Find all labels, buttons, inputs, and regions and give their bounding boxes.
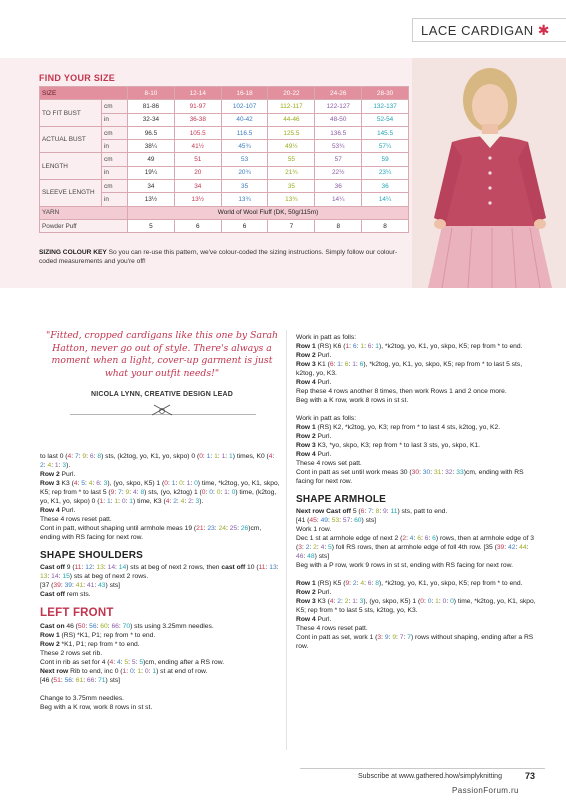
table-cell: 35 [268, 180, 315, 193]
row-text: These 4 rows reset patt. [296, 625, 368, 632]
table-cell: 49½ [268, 140, 315, 153]
table-cell: 145.5 [362, 126, 409, 139]
table-cell: 81-86 [128, 100, 175, 113]
row-label: Next row [40, 668, 69, 675]
table-cell: 23¼ [362, 166, 409, 179]
row-text: (RS) K2, *k2tog, yo, K3; rep from * to last 4 sts, k2tog, yo, K2. [315, 424, 501, 431]
watermark: PassionForum.ru [452, 786, 519, 795]
table-cell: 36 [315, 180, 362, 193]
bold-label: cast off [221, 564, 246, 571]
row-text: rem sts. [64, 591, 91, 598]
sizing-colour-key [39, 249, 409, 266]
row-text: These 4 rows reset patt. [40, 516, 112, 523]
row-text: Rep these 4 rows another 8 times, then work Rows 1 and 2 once more. [296, 388, 507, 395]
bold-label: Cast off [40, 591, 65, 598]
row-text: *K1, P1; rep from * to end. [59, 641, 140, 648]
row-text: Change to 3.75mm needles. [40, 695, 125, 702]
row-label: TO FIT BUST [40, 100, 102, 127]
table-cell: 57 [315, 153, 362, 166]
table-cell: 38¼ [128, 140, 175, 153]
row-label: Row 1 [296, 580, 316, 587]
unit-label: in [102, 166, 128, 179]
table-cell: 7 [268, 219, 315, 232]
row-label: Row 4 [296, 616, 316, 623]
table-row [40, 100, 409, 113]
size-col: 20-22 [268, 87, 315, 100]
table-cell: 8 [315, 219, 362, 232]
footer-rule [300, 768, 545, 769]
unit-label: cm [102, 100, 128, 113]
table-cell: 20 [174, 166, 221, 179]
left-column [40, 452, 280, 721]
find-your-size-heading: FIND YOUR SIZE [39, 73, 116, 83]
paragraph: Work in patt as folls: Row 1 (RS) K6 (1: 6: 1: 6: 1), *k2tog, yo, K1, yo, skpo, K5; rep from * to end. Row 2 Purl. Row 3 K1 (6: 1: 6: 1: 6), *k2tog, yo, K1, yo, skpo, K5; rep from * to last 5 sts, k2tog, yo, K3. Row 4 Purl. Rep these 4 rows another 8 times, then work Rows 1 and 2 once more. Beg with a K row, work 8 rows in st st. [296, 334, 523, 404]
row-label: Row 1 [296, 343, 316, 350]
page-number: 73 [525, 771, 536, 781]
table-cell: 53 [221, 153, 268, 166]
table-cell: 116.5 [221, 126, 268, 139]
row-text: Beg with a P row, work 9 rows in st st, ending with RS facing for next row. [296, 562, 513, 569]
table-cell: 8 [362, 219, 409, 232]
table-cell: 59 [362, 153, 409, 166]
table-cell: 136.5 [315, 126, 362, 139]
table-row [40, 206, 409, 219]
pull-quote: "Fitted, cropped cardigans like this one by Sarah Hatton, never go out of style. There's always a moment when a light, cover-up garment is just what your outfit needs!" [46, 330, 278, 379]
row-text: K3, *yo, skpo, K3; rep from * to last 3 sts, yo, skpo, K1. [315, 442, 480, 449]
row-label: SLEEVE LENGTH [40, 180, 102, 207]
table-cell: 49 [128, 153, 175, 166]
section-title: LACE CARDIGAN [421, 22, 534, 38]
section-heading: SHAPE SHOULDERS [40, 550, 144, 561]
row-label: Row 2 [40, 641, 60, 648]
table-cell: 96.5 [128, 126, 175, 139]
table-row [40, 126, 409, 139]
row-label: Row 4 [296, 451, 316, 458]
table-cell: 51 [174, 153, 221, 166]
table-cell: 132-137 [362, 100, 409, 113]
table-cell: 112-117 [268, 100, 315, 113]
row-text: Work 1 row. [296, 526, 332, 533]
unit-label: in [102, 193, 128, 206]
row-label: Row 4 [296, 379, 316, 386]
table-cell: 5 [128, 219, 175, 232]
table-cell: 55 [268, 153, 315, 166]
row-label: Row 3 [296, 361, 316, 368]
row-text: Work in patt as folls: [296, 334, 357, 341]
row-label: Row 2 [296, 433, 316, 440]
header-tab [412, 18, 566, 42]
key-body: So you can re-use this pattern, we've colour-coded the sizing instructions. Simply follow our colour-coded measurements and you're off! [39, 249, 398, 265]
knitting-needles-icon [150, 403, 174, 417]
size-col: 12-14 [174, 87, 221, 100]
paragraph: Next row Cast off 5 (6: 7: 8: 9: 11) sts, patt to end. [41 (45: 49: 53: 57: 60) sts] Work 1 row. Dec 1 st at armhole edge of next 2 (2: 4: 6: 6: 6) rows, then at armhole edge of 3 (3: 2: 2: 4: 5) foll RS rows, then at armhole edge of foll 4th row. [35 (39: 42: 44: 46: 48) sts] Beg with a P row, work 9 rows in st st, ending with RS facing for next row. [296, 508, 535, 569]
model-illustration [412, 58, 566, 288]
table-cell: 34 [128, 180, 175, 193]
table-cell: 52-54 [362, 113, 409, 126]
key-heading: SIZING COLOUR KEY [39, 249, 107, 256]
row-label: Row 3 [40, 480, 60, 487]
table-cell: 14¼ [315, 193, 362, 206]
size-col: 24-26 [315, 87, 362, 100]
flower-icon: ✱ [537, 21, 550, 38]
unit-label: cm [102, 180, 128, 193]
unit-label: in [102, 113, 128, 126]
row-text: These 2 rows set rib. [40, 650, 103, 657]
table-cell: 125.5 [268, 126, 315, 139]
colour-label: Powder Puff [40, 219, 128, 232]
model-photo [412, 58, 566, 288]
size-table [39, 86, 409, 233]
table-row [40, 219, 409, 232]
paragraph: Cast off 9 (11: 12: 13: 14: 14) sts at beg of next 2 rows, then cast off 10 (11: 13: 13: 14: 15) sts at beg of next 2 rows. [37 (39: 39: 41: 41: 43) sts] Cast off rem sts. [40, 564, 279, 598]
row-label: Row 3 [296, 598, 316, 605]
row-text: Work in patt as folls: [296, 415, 357, 422]
row-label: Row 2 [40, 471, 60, 478]
row-text: Beg with a K row, work 8 rows in st st. [40, 704, 153, 711]
column-rule [286, 330, 287, 750]
table-cell: 122-127 [315, 100, 362, 113]
table-cell: 6 [174, 219, 221, 232]
row-text: Purl. [59, 471, 76, 478]
table-cell: 14¼ [362, 193, 409, 206]
table-cell: 44-46 [268, 113, 315, 126]
row-text: Purl. [59, 507, 76, 514]
table-cell: 13½ [128, 193, 175, 206]
unit-label: cm [102, 153, 128, 166]
row-label: Row 1 [40, 632, 60, 639]
section-heading: SHAPE ARMHOLE [296, 494, 387, 505]
right-column [296, 333, 536, 660]
section-heading: LEFT FRONT [40, 607, 114, 619]
table-cell: 91-97 [174, 100, 221, 113]
table-cell: 36 [362, 180, 409, 193]
size-label: SIZE [40, 87, 128, 100]
table-cell: 21¾ [268, 166, 315, 179]
paragraph [40, 694, 280, 712]
unit-label: in [102, 140, 128, 153]
paragraph: Row 1 (RS) K5 (9: 2: 4: 6: 8), *k2tog, yo, K1, yo, skpo, K5; rep from * to end. Row 2 Purl. Row 3 K3 (4: 2: 2: 1: 3), (yo, skpo, K5) 1 (0: 0: 1: 0: 0) time, *k2tog, yo, K1, skpo, K5; rep from * to last 5 sts, k2tog, yo, K3. Row 4 Purl. These 4 rows reset patt. Cont in patt as set, work 1 (3: 9: 9: 7: 7) rows without shaping, ending after a RS row. [296, 580, 536, 650]
row-label: Row 4 [40, 507, 60, 514]
row-label: ACTUAL BUST [40, 126, 102, 153]
table-cell: 40-42 [221, 113, 268, 126]
bold-label: Next row Cast off [296, 508, 351, 515]
size-col: 28-30 [362, 87, 409, 100]
yarn-label: YARN [40, 206, 128, 219]
paragraph: Work in patt as folls: Row 1 (RS) K2, *k2tog, yo, K3; rep from * to last 4 sts, k2tog, yo, K2. Row 2 Purl. Row 3 K3, *yo, skpo, K3; rep from * to last 3 sts, yo, skpo, K1. Row 4 Purl. These 4 rows set patt. Cont in patt as set until work meas 30 (30: 30: 31: 32: 33)cm, ending with RS facing for next row. [296, 415, 524, 485]
row-text: Purl. [315, 379, 332, 386]
unit-label: cm [102, 126, 128, 139]
row-label: Row 2 [296, 352, 316, 359]
table-cell: 19¼ [128, 166, 175, 179]
bold-label: Cast off [40, 564, 65, 571]
table-cell: 20¾ [221, 166, 268, 179]
table-cell: 6 [221, 219, 268, 232]
table-cell: 35 [221, 180, 268, 193]
table-row [40, 87, 409, 100]
table-cell: 41½ [174, 140, 221, 153]
row-text: Purl. [315, 433, 332, 440]
yarn-value: World of Wool Fluff (DK, 50g/115m) [128, 206, 409, 219]
subscribe-text: Subscribe at www.gathered.how/simplyknitting [358, 773, 502, 780]
table-cell: 13½ [174, 193, 221, 206]
table-cell: 22½ [315, 166, 362, 179]
row-text: Purl. [315, 616, 332, 623]
table-cell: 13¾ [268, 193, 315, 206]
table-row [40, 180, 409, 193]
table-cell: 105.5 [174, 126, 221, 139]
table-cell: 57¼ [362, 140, 409, 153]
size-col: 8-10 [128, 87, 175, 100]
table-cell: 36-38 [174, 113, 221, 126]
row-text: (RS) *K1, P1; rep from * to end. [59, 632, 156, 639]
table-cell: 13¾ [221, 193, 268, 206]
row-text: Purl. [315, 451, 332, 458]
row-label: Row 1 [296, 424, 316, 431]
table-cell: 102-107 [221, 100, 268, 113]
paragraph: to last 0 (4: 7: 9: 6: 8) sts, (k2tog, yo, K1, yo, skpo) 0 (0: 1: 1: 1: 1) times, K0 (4: 2: 4: 1: 3). Row 2 Purl. Row 3 K3 (4: 5: 4: 6: 3), (yo, skpo, K5) 1 (0: 1: 0: 1: 0) time, *k2tog, yo, K1, skpo, K5; rep from * to last 5 (9: 7: 9: 4: 8) sts, (yo, k2tog) 1 (0: 0: 0: 1: 0) time, (k2tog, yo, K1, yo, skpo) 0 (1: 1: 1: 0: 1) time, K3 (4: 2: 4: 2: 3). Row 4 Purl. These 4 rows reset patt. Cont in patt, without shaping until armhole meas 19 (21: 23: 24: 25: 26)cm, ending with RS facing for next row. [40, 453, 280, 541]
table-cell: 45¾ [221, 140, 268, 153]
row-text: These 4 rows set patt. [296, 460, 362, 467]
row-label: Row 2 [296, 589, 316, 596]
table-cell: 48-50 [315, 113, 362, 126]
paragraph: Cast on 46 (50: 56: 60: 66: 70) sts using 3.25mm needles. Row 1 (RS) *K1, P1; rep from * to end. Row 2 *K1, P1; rep from * to end. These 2 rows set rib. Cont in rib as set for 4 (4: 4: 5: 5: 5)cm, ending after a RS row. Next row Rib to end, inc 0 (1: 0: 1: 0: 1) st at end of row. [46 (51: 56: 61: 66: 71) sts] [40, 623, 225, 684]
table-cell: 32-34 [128, 113, 175, 126]
row-text: Beg with a K row, work 8 rows in st st. [296, 397, 409, 404]
row-text: Purl. [315, 352, 332, 359]
row-label: Row 3 [296, 442, 316, 449]
row-text: Purl. [315, 589, 332, 596]
quote-author: NICOLA LYNN, CREATIVE DESIGN LEAD [90, 391, 234, 398]
bold-label: Cast on [40, 623, 65, 630]
size-col: 16-18 [221, 87, 268, 100]
table-row [40, 153, 409, 166]
row-label: LENGTH [40, 153, 102, 180]
table-cell: 53¾ [315, 140, 362, 153]
table-cell: 34 [174, 180, 221, 193]
